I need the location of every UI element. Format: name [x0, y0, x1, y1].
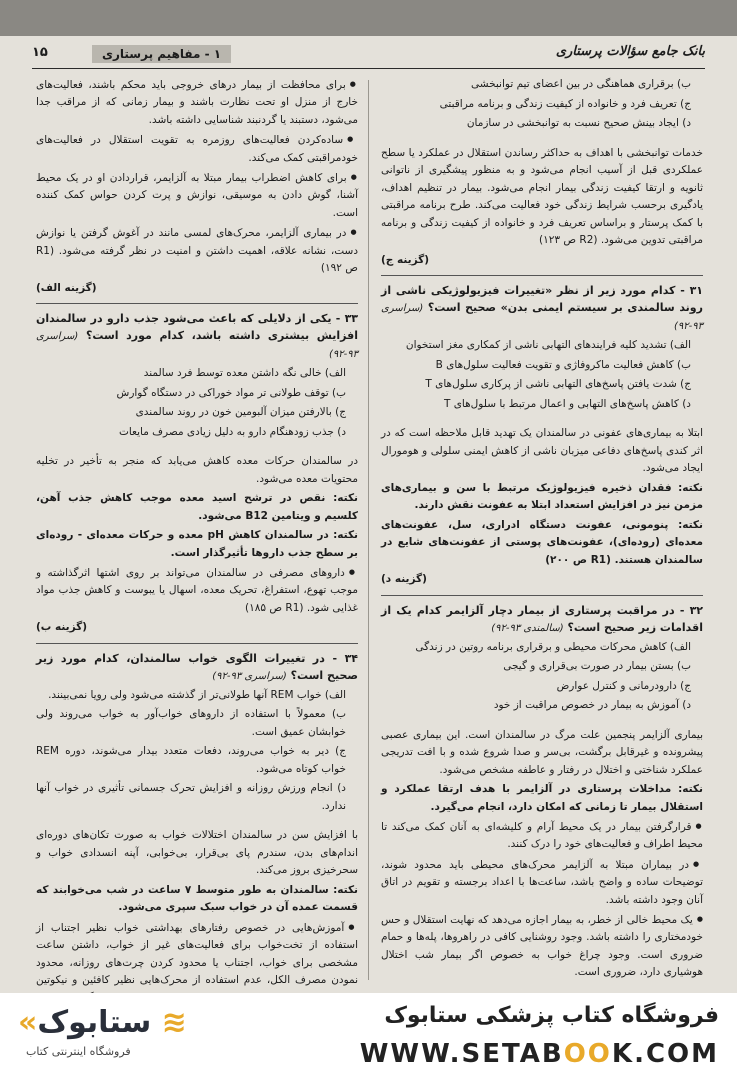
separator	[381, 595, 703, 596]
question-34-title: ۳۴ - در تغییرات الگوی خواب سالمندان، کدام مورد زیر صحیح است؟ (سراسری ۹۳-۹۲)	[36, 651, 358, 682]
option: د) جذب زودهنگام دارو به دلیل زیادی مصرف مایعات	[118, 425, 346, 438]
option: الف) خواب REM آنها طولانی‌تر از گذشته می‌شود ولی رویا نمی‌بینند.	[48, 688, 346, 701]
separator	[36, 643, 358, 644]
bullet-item: ● یک محیط خالی از خطر، به بیمار اجازه می‌دهد که نهایت استقلال و حس خودمختاری را داشته باشد. وجود روشنایی کافی در راهروها، پله‌ها و حمام ضروری است. وجود چراغ خواب به خصوص اگر بیمار شب اختلال هوشیاری دارد، ضروری است.	[381, 911, 703, 982]
explanation: در سالمندان حرکات معده کاهش می‌یابد که منجر به تأخیر در تخلیه محتویات معده می‌شود.	[36, 455, 358, 485]
option: ج) تعریف فرد و خانواده از کیفیت زندگی و برنامه مراقبتی	[439, 97, 691, 110]
left-column	[36, 76, 358, 992]
logo-brand: «ستابوک ≋	[18, 1005, 187, 1040]
watermark-footer	[0, 993, 737, 1079]
bullet-item: ● در بیماران مبتلا به آلزایمر محرک‌های محیطی باید محدود شوند، توضیحات ساده و واضح باشد، ساعت‌ها با اعداد برجسته و تقویم در اتاق آنان وجود داشته باشد.	[381, 856, 703, 909]
option: الف) کاهش محرکات محیطی و برقراری برنامه روتین در زندگی	[415, 640, 691, 653]
page-number: ۱۵	[32, 45, 48, 60]
bullet-item: ● قرارگرفتن بیمار در یک محیط آرام و کلیشه‌ای به آنان کمک می‌کند تا محیط اطراف و فعالیت‌های خود را درک کنند.	[381, 818, 703, 854]
option: الف) خالی نگه داشتن معده توسط فرد سالمند	[143, 367, 346, 379]
explanation: با افزایش سن در سالمندان اختلالات خواب به صورت تکان‌های دوره‌ای اندام‌های بدن، سندرم پای بی‌قرار، بی‌خوابی، آپنه انسدادی خواب و سحرخیزی بروز می‌کند.	[36, 829, 358, 877]
question-32-title: ۳۲ - در مراقبت پرستاری از بیمار دچار آلزایمر کدام یک از اقدامات زیر صحیح است؟ (سالمندی ۹۳-۹۲)	[381, 603, 703, 634]
book-title: بانک جامع سؤالات پرستاری	[555, 44, 705, 59]
right-column	[381, 76, 703, 992]
option: د) آموزش به بیمار در خصوص مراقبت از خود	[493, 699, 691, 711]
answer: (گزینه الف)	[36, 281, 97, 294]
option: الف) تشدید کلیه فرایندهای التهابی ناشی از کمکاری مغز استخوان	[405, 339, 691, 351]
question-33-title: ۳۳ - یکی از دلایلی که باعث می‌شود جذب دارو در سالمندان افزایش بیشتری داشته باشد، کدام مورد است؟ (سراسری ۹۳-۹۲)	[36, 312, 358, 360]
option: د) انجام ورزش روزانه و افزایش تحرک جسمانی تأثیری در خواب آنها ندارد.	[36, 782, 346, 812]
bullet-item: ● در بیماری آلزایمر، محرک‌های لمسی مانند در آغوش گرفتن یا نوازش دست، نشانه علاقه، اهمیت داشتن و امنیت در نظر گرفته می‌شود. (R1 ص ۱۹۲)	[36, 224, 358, 277]
bullet-item: ● برای محافظت از بیمار درهای خروجی باید محکم باشند، فعالیت‌های خارج از منزل او تحت نظارت باشند و بیمار زمانی که از مراقب جدا می‌شود، دستبند یا گردنبند شناسایی داشته باشد.	[36, 76, 358, 129]
note: نکته: مداخلات پرستاری در آلزایمر با هدف ارتقا عملکرد و استقلال بیمار تا زمانی که امکان دارد، انجام می‌گیرد.	[381, 783, 703, 813]
shop-url[interactable]: WWW.SETABOOK.COM	[359, 1039, 719, 1069]
option: ج) بالارفتن میزان آلبومین خون در روند سالمندی	[135, 406, 346, 418]
option: ب) برقراری هماهنگی در بین اعضای تیم توانبخشی	[470, 78, 691, 90]
option: ج) دیر به خواب می‌روند، دفعات متعدد بیدار می‌شوند، دوره REM خواب کوتاه می‌شود.	[36, 745, 346, 775]
note: نکته: در سالمندان کاهش pH معده و حرکات معده‌ای - روده‌ای بر سطح جذب داروها تأثیرگذار است.	[36, 529, 358, 559]
shop-name: فروشگاه کتاب پزشکی ستابوک	[384, 1003, 719, 1028]
option: ب) معمولاً با استفاده از داروهای خواب‌آور به خواب می‌روند ولی خوابشان عمیق است.	[36, 708, 346, 738]
answer: (گزینه ب)	[36, 621, 88, 634]
option: د) ایجاد بینش صحیح نسبت به توانبخشی در سازمان	[466, 117, 691, 129]
option: ب) کاهش فعالیت ماکروفاژی و تقویت فعالیت سلول‌های B	[435, 358, 691, 371]
note: نکته: پنومونی، عفونت دستگاه ادراری، سل، عفونت‌های معده‌ای (روده‌ای)، عفونت‌های پوستی از عفونت‌های شایع در سالمندان هستند. (R1 ص ۲۰۰)	[381, 518, 703, 566]
note: نکته: سالمندان به طور متوسط ۷ ساعت در شب می‌خوابند که قسمت عمده آن در خواب سبک سپری می‌شود.	[36, 883, 358, 914]
bullet-item: ● آموزش‌هایی در خصوص رفتارهای بهداشتی خواب نظیر اجتناب از استفاده از تخت‌خواب برای فعالیت‌های غیر از خواب، داشتن ساعت مشخصی برای خواب، اجتناب یا محدود کردن چرت‌های روزانه، محدود نمودن مصرف الکل، عدم استفاده از محرک‌هایی نظیر کافئین و نیکوتین	[36, 919, 358, 1025]
setabook-logo[interactable]	[18, 1005, 228, 1067]
separator	[36, 303, 358, 304]
question-31-title: ۳۱ - کدام مورد زیر از نظر «تغییرات فیزیولوژیکی ناشی از روند سالمندی بر سیستم ایمنی بدن» صحیح است؟ (سراسری ۹۳-۹۲)	[381, 284, 703, 332]
answer: (گزینه د)	[381, 573, 427, 585]
bullet-item: ● برای کاهش اضطراب بیمار مبتلا به آلزایمر، قراردادن او در یک محیط آشنا، گوش دادن به موسیقی، نوازش و پرت کردن حواس کمک کننده است.	[36, 169, 358, 222]
explanation: خدمات توانبخشی با اهداف به حداکثر رساندن استقلال در عملکرد یا سطح عملکردی قبل از آسیب انجام می‌شود و به منظور پیشگیری از ناتوانی ثانویه و ارتقا کیفیت زندگی بیمار انجام می‌شود. بیمار در تنظیم اهداف، یادگیری برحسب شرایط زندگی خود فعالیت می‌کند. طرح برنامه مراقبتی با کمک پرستار و براساس تعریف فرد و خانواده از کیفیت زندگی و برنامه مراقبتی تدوین می‌شود. (R2 ص ۱۲۳)	[381, 146, 703, 246]
column-divider	[368, 80, 369, 980]
bullet-item: ● داروهای مصرفی در سالمندان می‌تواند بر روی اشتها اثرگذاشته و موجب تهوع، استفراغ، تحریک معده، اسهال یا یبوست و کاهش جذب مواد غذایی شود. (R1 ص ۱۸۵)	[36, 564, 358, 617]
bullet-item: ● ساده‌کردن فعالیت‌های روزمره به تقویت استقلال در فعالیت‌های خودمراقبتی کمک می‌کند.	[36, 131, 358, 167]
option: د) کاهش پاسخ‌های التهابی و اعمال مرتبط با سلول‌های T	[443, 397, 691, 410]
note: نکته: فقدان ذخیره فیزیولوژیک مرتبط با سن و بیماری‌های مزمن نیز در افزایش استعداد ابتلا به عفونت نقش دارند.	[381, 481, 703, 511]
top-shadow-strip	[0, 0, 737, 36]
separator	[381, 275, 703, 276]
option: ب) توقف طولانی تر مواد خوراکی در دستگاه گوارش	[116, 386, 346, 399]
chapter-title: ۱ - مفاهیم پرستاری	[92, 45, 231, 63]
running-header	[32, 38, 705, 69]
option: ج) شدت یافتن پاسخ‌های التهابی ناشی از پرکاری سلول‌های T	[425, 378, 691, 390]
option: ب) بستن بیمار در صورت بی‌قراری و گیجی	[503, 660, 691, 672]
option: ج) دارودرمانی و کنترل عوارض	[556, 679, 691, 692]
explanation: بیماری آلزایمر پنجمین علت مرگ در سالمندان است. این بیماری عصبی پیشرونده و غیرقابل برگشت، بی‌سر و صدا شروع شده و با افت تدریجی عملکرد شناختی و اختلال در رفتار و عاطفه مشخص می‌شود.	[381, 728, 703, 776]
book-icon: ≋	[151, 1005, 187, 1040]
answer: (گزینه ج)	[381, 253, 430, 266]
chevron-left-icon: «	[18, 1005, 38, 1040]
logo-tagline: فروشگاه اینترنتی کتاب	[26, 1045, 131, 1058]
explanation: ابتلا به بیماری‌های عفونی در سالمندان یک تهدید قابل ملاحظه است که در اثر کندی پاسخ‌های دفاعی میزبان ناشی از کاهش ایمنی سلولی و هومورال ایجاد می‌شود.	[381, 427, 703, 474]
note: نکته: نقص در ترشح اسید معده موجب کاهش جذب آهن، کلسیم و ویتامین B12 می‌شود.	[36, 492, 358, 522]
